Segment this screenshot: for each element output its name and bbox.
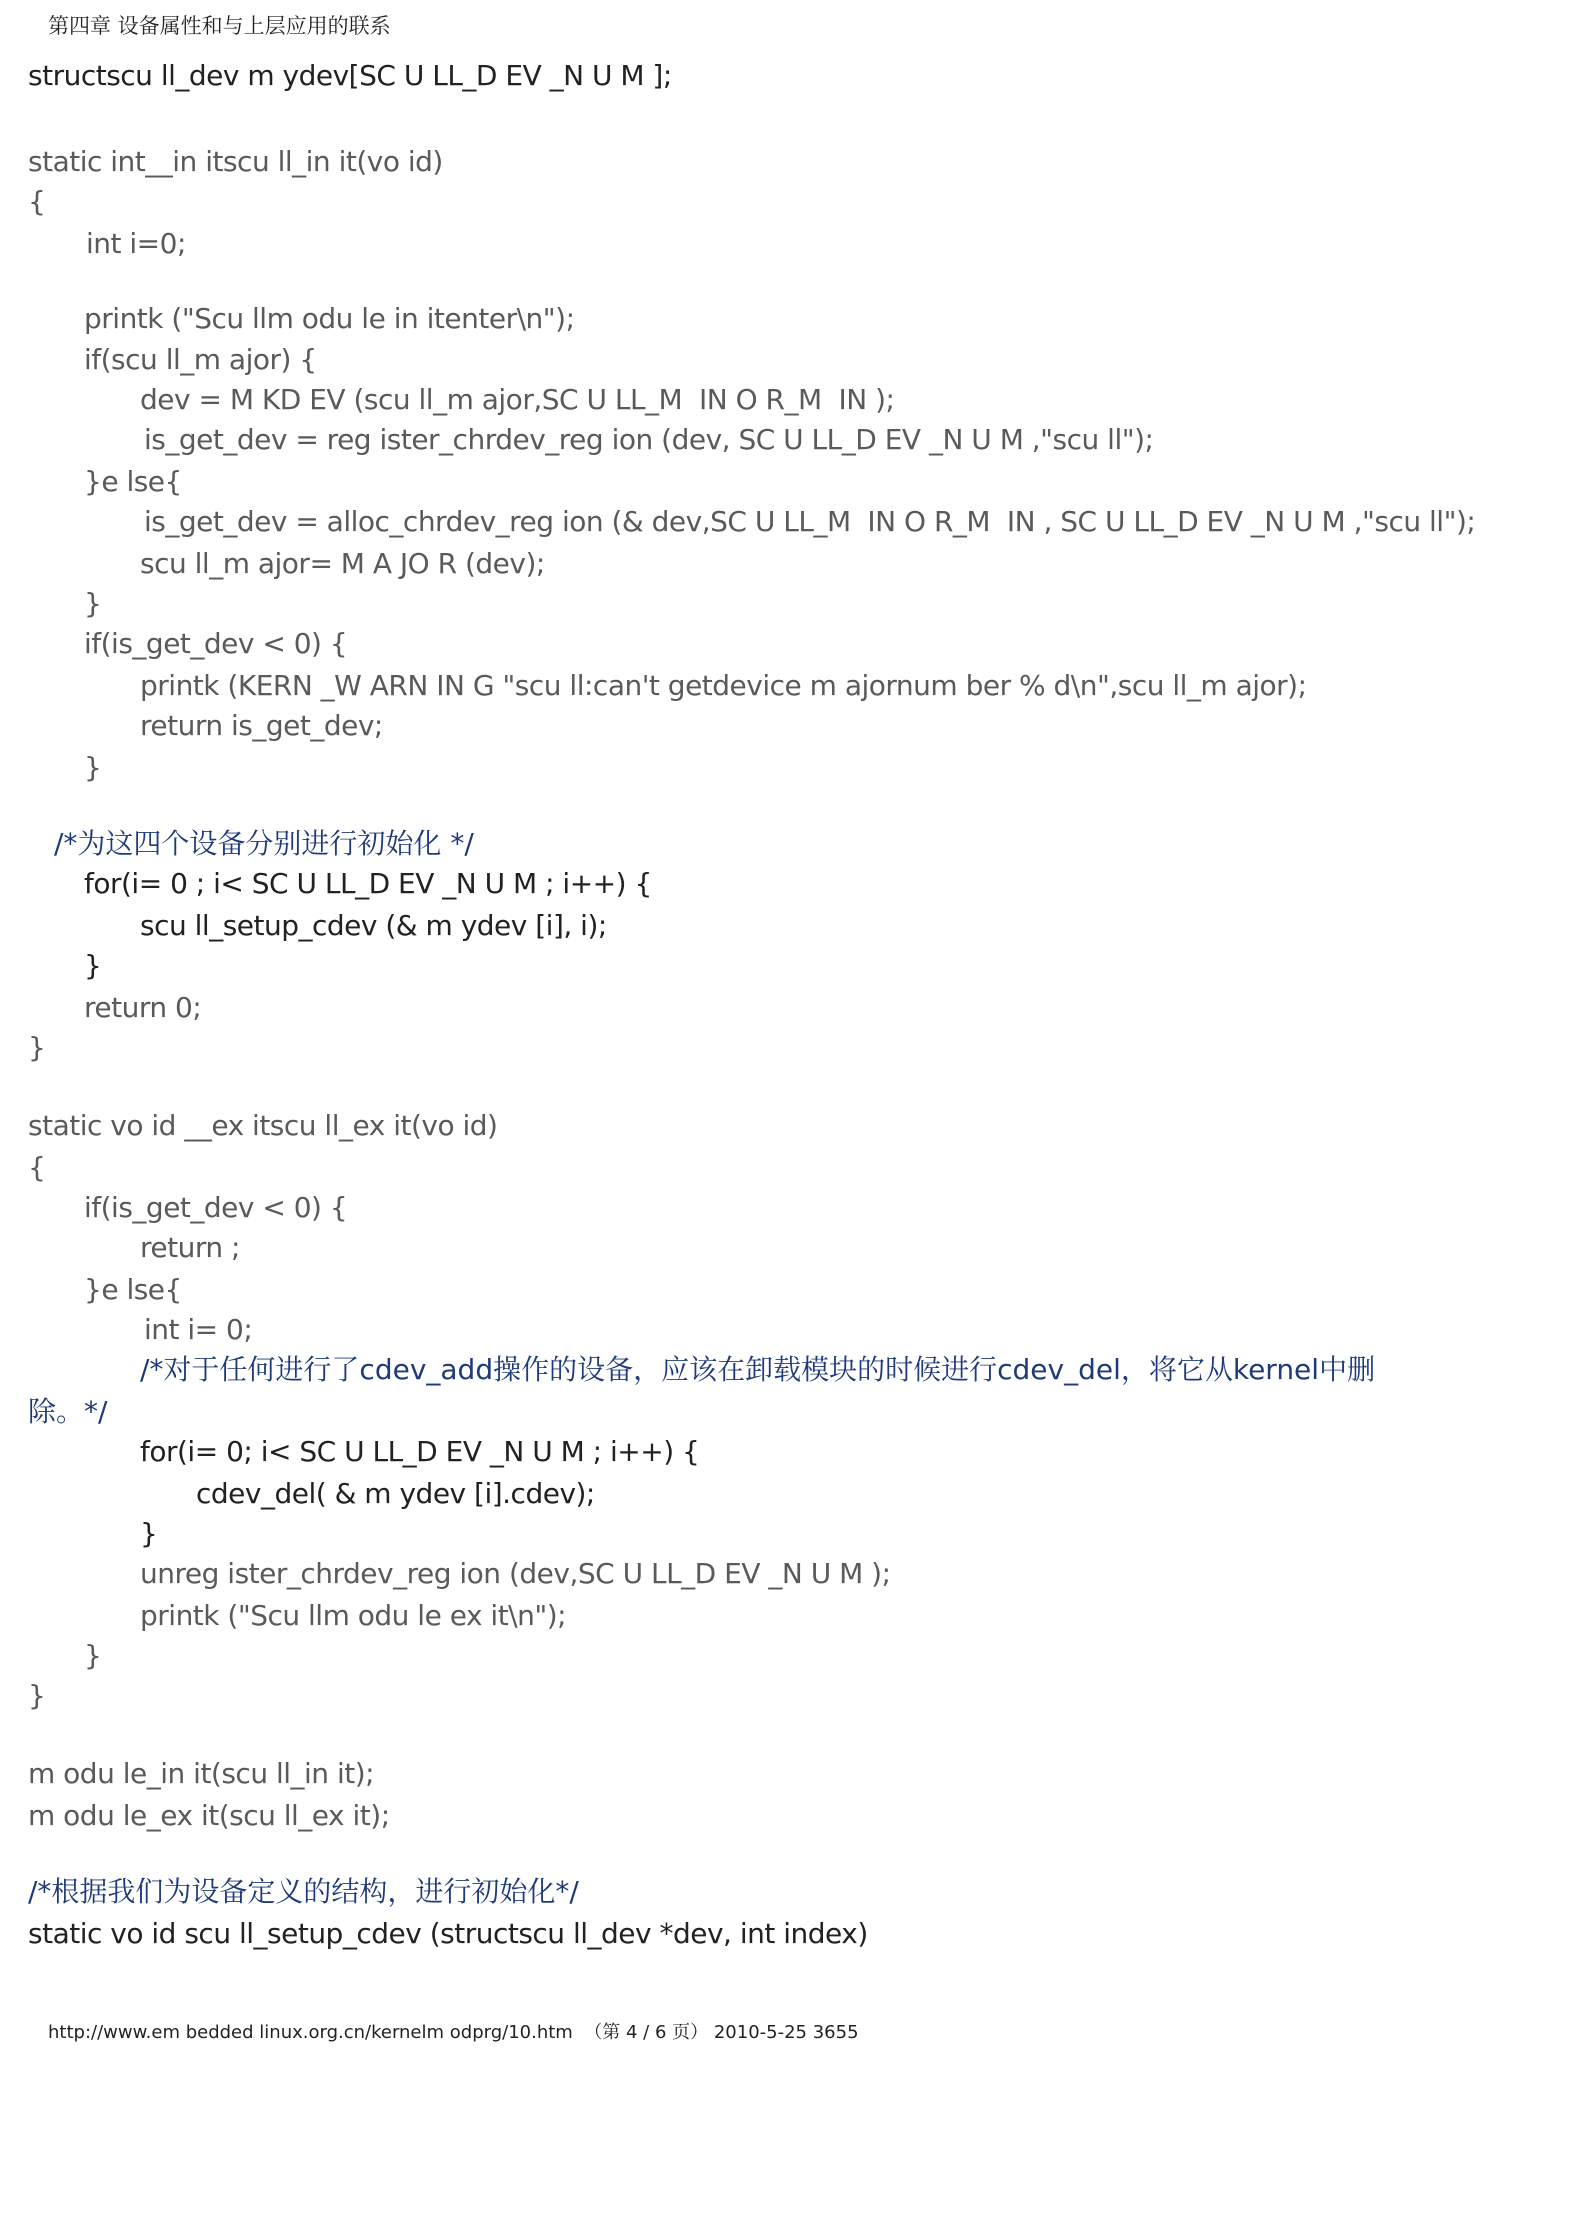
code-line: dev = M KD EV (scu ll_m ajor,SC U LL_M IN O R_M IN );	[140, 383, 895, 416]
code-line: }	[84, 1639, 102, 1672]
code-comment: /*为这四个设备分别进行初始化 */	[54, 827, 474, 860]
code-line: printk (KERN _W ARN IN G "scu ll:can't getdevice m ajornum ber % d\n",scu ll_m ajor);	[140, 669, 1307, 702]
code-line: return ;	[140, 1231, 240, 1264]
code-line: int i=0;	[86, 227, 186, 260]
code-line: is_get_dev = reg ister_chrdev_reg ion (dev, SC U LL_D EV _N U M ,"scu ll");	[144, 423, 1154, 456]
code-line: }	[28, 1679, 46, 1712]
code-line: static vo id scu ll_setup_cdev (structscu ll_dev *dev, int index)	[28, 1917, 868, 1950]
code-line: return 0;	[84, 991, 202, 1024]
code-line: printk ("Scu llm odu le in itenter\n");	[84, 302, 575, 335]
code-comment: /*根据我们为设备定义的结构，进行初始化*/	[28, 1875, 579, 1908]
code-line: m odu le_in it(scu ll_in it);	[28, 1757, 375, 1790]
code-line: }	[28, 1031, 46, 1064]
code-line: cdev_del( & m ydev [i].cdev);	[196, 1477, 595, 1510]
code-line: }e lse{	[84, 1273, 182, 1306]
code-line: if(scu ll_m ajor) {	[84, 343, 317, 376]
code-line: }e lse{	[84, 465, 182, 498]
code-line: if(is_get_dev < 0) {	[84, 1191, 348, 1224]
code-line: structscu ll_dev m ydev[SC U LL_D EV _N U M ];	[28, 59, 672, 92]
code-line: }	[84, 751, 102, 784]
code-line: }	[84, 587, 102, 620]
code-line: }	[84, 949, 102, 982]
code-comment: /*对于任何进行了cdev_add操作的设备，应该在卸载模块的时候进行cdev_del，将它从kernel中删	[140, 1353, 1376, 1386]
code-line: return is_get_dev;	[140, 709, 383, 742]
code-line: m odu le_ex it(scu ll_ex it);	[28, 1799, 390, 1832]
code-line: static vo id __ex itscu ll_ex it(vo id)	[28, 1109, 498, 1142]
code-line: scu ll_m ajor= M A JO R (dev);	[140, 547, 545, 580]
code-line: is_get_dev = alloc_chrdev_reg ion (& dev,SC U LL_M IN O R_M IN , SC U LL_D EV _N U M ,"scu ll");	[144, 505, 1476, 538]
code-line: scu ll_setup_cdev (& m ydev [i], i);	[140, 909, 607, 942]
code-line: printk ("Scu llm odu le ex it\n");	[140, 1599, 567, 1632]
code-line: int i= 0;	[144, 1313, 253, 1346]
code-line: for(i= 0; i< SC U LL_D EV _N U M ; i++) {	[140, 1435, 700, 1468]
code-line: unreg ister_chrdev_reg ion (dev,SC U LL_D EV _N U M );	[140, 1557, 891, 1590]
page-footer-url: http://www.em bedded linux.org.cn/kernelm odprg/10.htm （第 4 / 6 页） 2010-5-25 3655	[48, 2022, 859, 2043]
code-line: for(i= 0 ; i< SC U LL_D EV _N U M ; i++) {	[84, 867, 652, 900]
code-line: }	[140, 1517, 158, 1550]
code-line: static int__in itscu ll_in it(vo id)	[28, 145, 443, 178]
code-line: {	[28, 1151, 46, 1184]
code-comment: 除。*/	[28, 1395, 108, 1428]
page-header-title: 第四章 设备属性和与上层应用的联系	[48, 14, 391, 38]
code-line: if(is_get_dev < 0) {	[84, 627, 348, 660]
code-line: {	[28, 185, 46, 218]
